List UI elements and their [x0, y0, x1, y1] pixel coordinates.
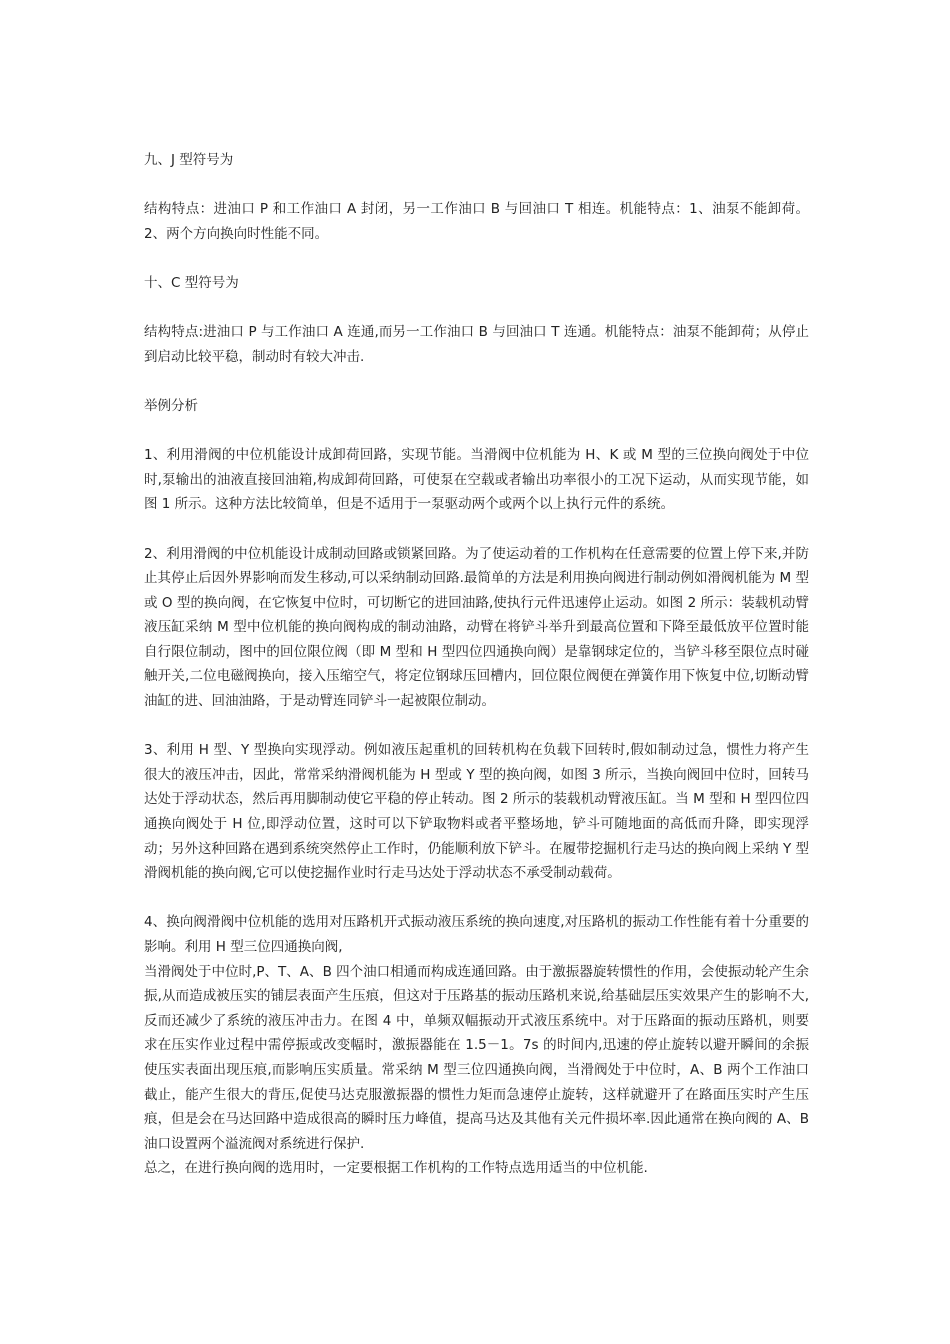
section-heading-j-type: 九、J 型符号为 [144, 152, 234, 168]
paragraph-example-3: 3、利用 H 型、Y 型换向实现浮动。例如液压起重机的回转机构在负载下回转时,假如制动过急，惯性力将产生很大的液压冲击，因此，常常采纳滑阀机能为 H 型或 Y 型的换向阀，如图 3 所示，当换向阀回中位时，回转马达处于浮动状态，然后再用脚制动使它平稳的停止转动。图 2 所示的装载机动臂液压缸。当 M 型和 H 型四位四通换向阀处于 H 位,即浮动位置，这时可以下铲取物料或者平整场地，铲斗可随地面的高低而升降，即实现浮动；另外这种回路在遇到系统突然停止工作时，仍能顺利放下铲斗。在履带挖掘机行走马达的换向阀上采纳 Y 型滑阀机能的换向阀,它可以使挖掘作业时行走马达处于浮动状态不承受制动载荷。 [144, 742, 809, 882]
paragraph-conclusion: 总之，在进行换向阀的选用时，一定要根据工作机构的工作特点选用适当的中位机能. [144, 1160, 648, 1177]
document-body [144, 148, 809, 1181]
paragraph-example-1: 1、利用滑阀的中位机能设计成卸荷回路，实现节能。当滑阀中位机能为 H、K 或 M 型的三位换向阀处于中位时,泵输出的油液直接回油箱,构成卸荷回路，可使泵在空载或者输出功率很小的工况下运动，从而实现节能，如图 1 所示。这种方法比较简单，但是不适用于一泵驱动两个或两个以上执行元件的系统。 [144, 447, 809, 513]
paragraph-c-type-features: 结构特点:进油口 P 与工作油口 A 连通,而另一工作油口 B 与回油口 T 连通。机能特点：油泵不能卸荷；从停止到启动比较平稳，制动时有较大冲击. [144, 324, 809, 365]
paragraph-example-4-intro: 4、换向阀滑阀中位机能的选用对压路机开式振动液压系统的换向速度,对压路机的振动工作性能有着十分重要的影响。利用 H 型三位四通换向阀, [144, 914, 809, 955]
paragraph-example-2: 2、利用滑阀的中位机能设计成制动回路或锁紧回路。为了使运动着的工作机构在任意需要的位置上停下来,并防止其停止后因外界影响而发生移动,可以采纳制动回路.最简单的方法是利用换向阀进行制动例如滑阀机能为 M 型或 O 型的换向阀，在它恢复中位时，可切断它的进回油路,使执行元件迅速停止运动。如图 2 所示：装载机动臂液压缸采纳 M 型中位机能的换向阀构成的制动油路，动臂在将铲斗举升到最高位置和下降至最低放平位置时能自行限位制动，图中的回位限位阀（即 M 型和 H 型四位四通换向阀）是靠钢球定位的，当铲斗移至限位点时碰触开关,二位电磁阀换向，接入压缩空气，将定位钢球压回槽内，回位限位阀便在弹簧作用下恢复中位,切断动臂油缸的进、回油油路，于是动臂连同铲斗一起被限位制动。 [144, 545, 809, 710]
section-heading-examples: 举例分析 [144, 397, 198, 414]
section-heading-c-type: 十、C 型符号为 [144, 274, 239, 291]
paragraph-example-4-body: 当滑阀处于中位时,P、T、A、B 四个油口相通而构成连通回路。由于激振器旋转惯性的作用，会使振动轮产生余振,从而造成被压实的铺层表面产生压痕，但这对于压路基的振动压路机来说,给基础层压实效果产生的影响不大,反而还减少了系统的液压冲击力。在图 4 中，单频双幅振动开式液压系统中。对于压路面的振动压路机，则要求在压实作业过程中需停振或改变幅时，激振器能在 1.5－1。7s 的时间内,迅速的停止旋转以避开瞬间的余振使压实表面出现压痕,而影响压实质量。常采纳 M 型三位四通换向阀，当滑阀处于中位时，A、B 两个工作油口截止，能产生很大的背压,促使马达克服激振器的惯性力矩而急速停止旋转，这样就避开了在路面压实时产生压痕，但是会在马达回路中造成很高的瞬时压力峰值，提高马达及其他有关元件损坏率.因此通常在换向阀的 A、B 油口设置两个溢流阀对系统进行保护. [144, 963, 809, 1152]
paragraph-j-type-features: 结构特点：进油口 P 和工作油口 A 封闭，另一工作油口 B 与回油口 T 相连。机能特点：1、油泵不能卸荷。2、两个方向换向时性能不同。 [144, 201, 809, 242]
